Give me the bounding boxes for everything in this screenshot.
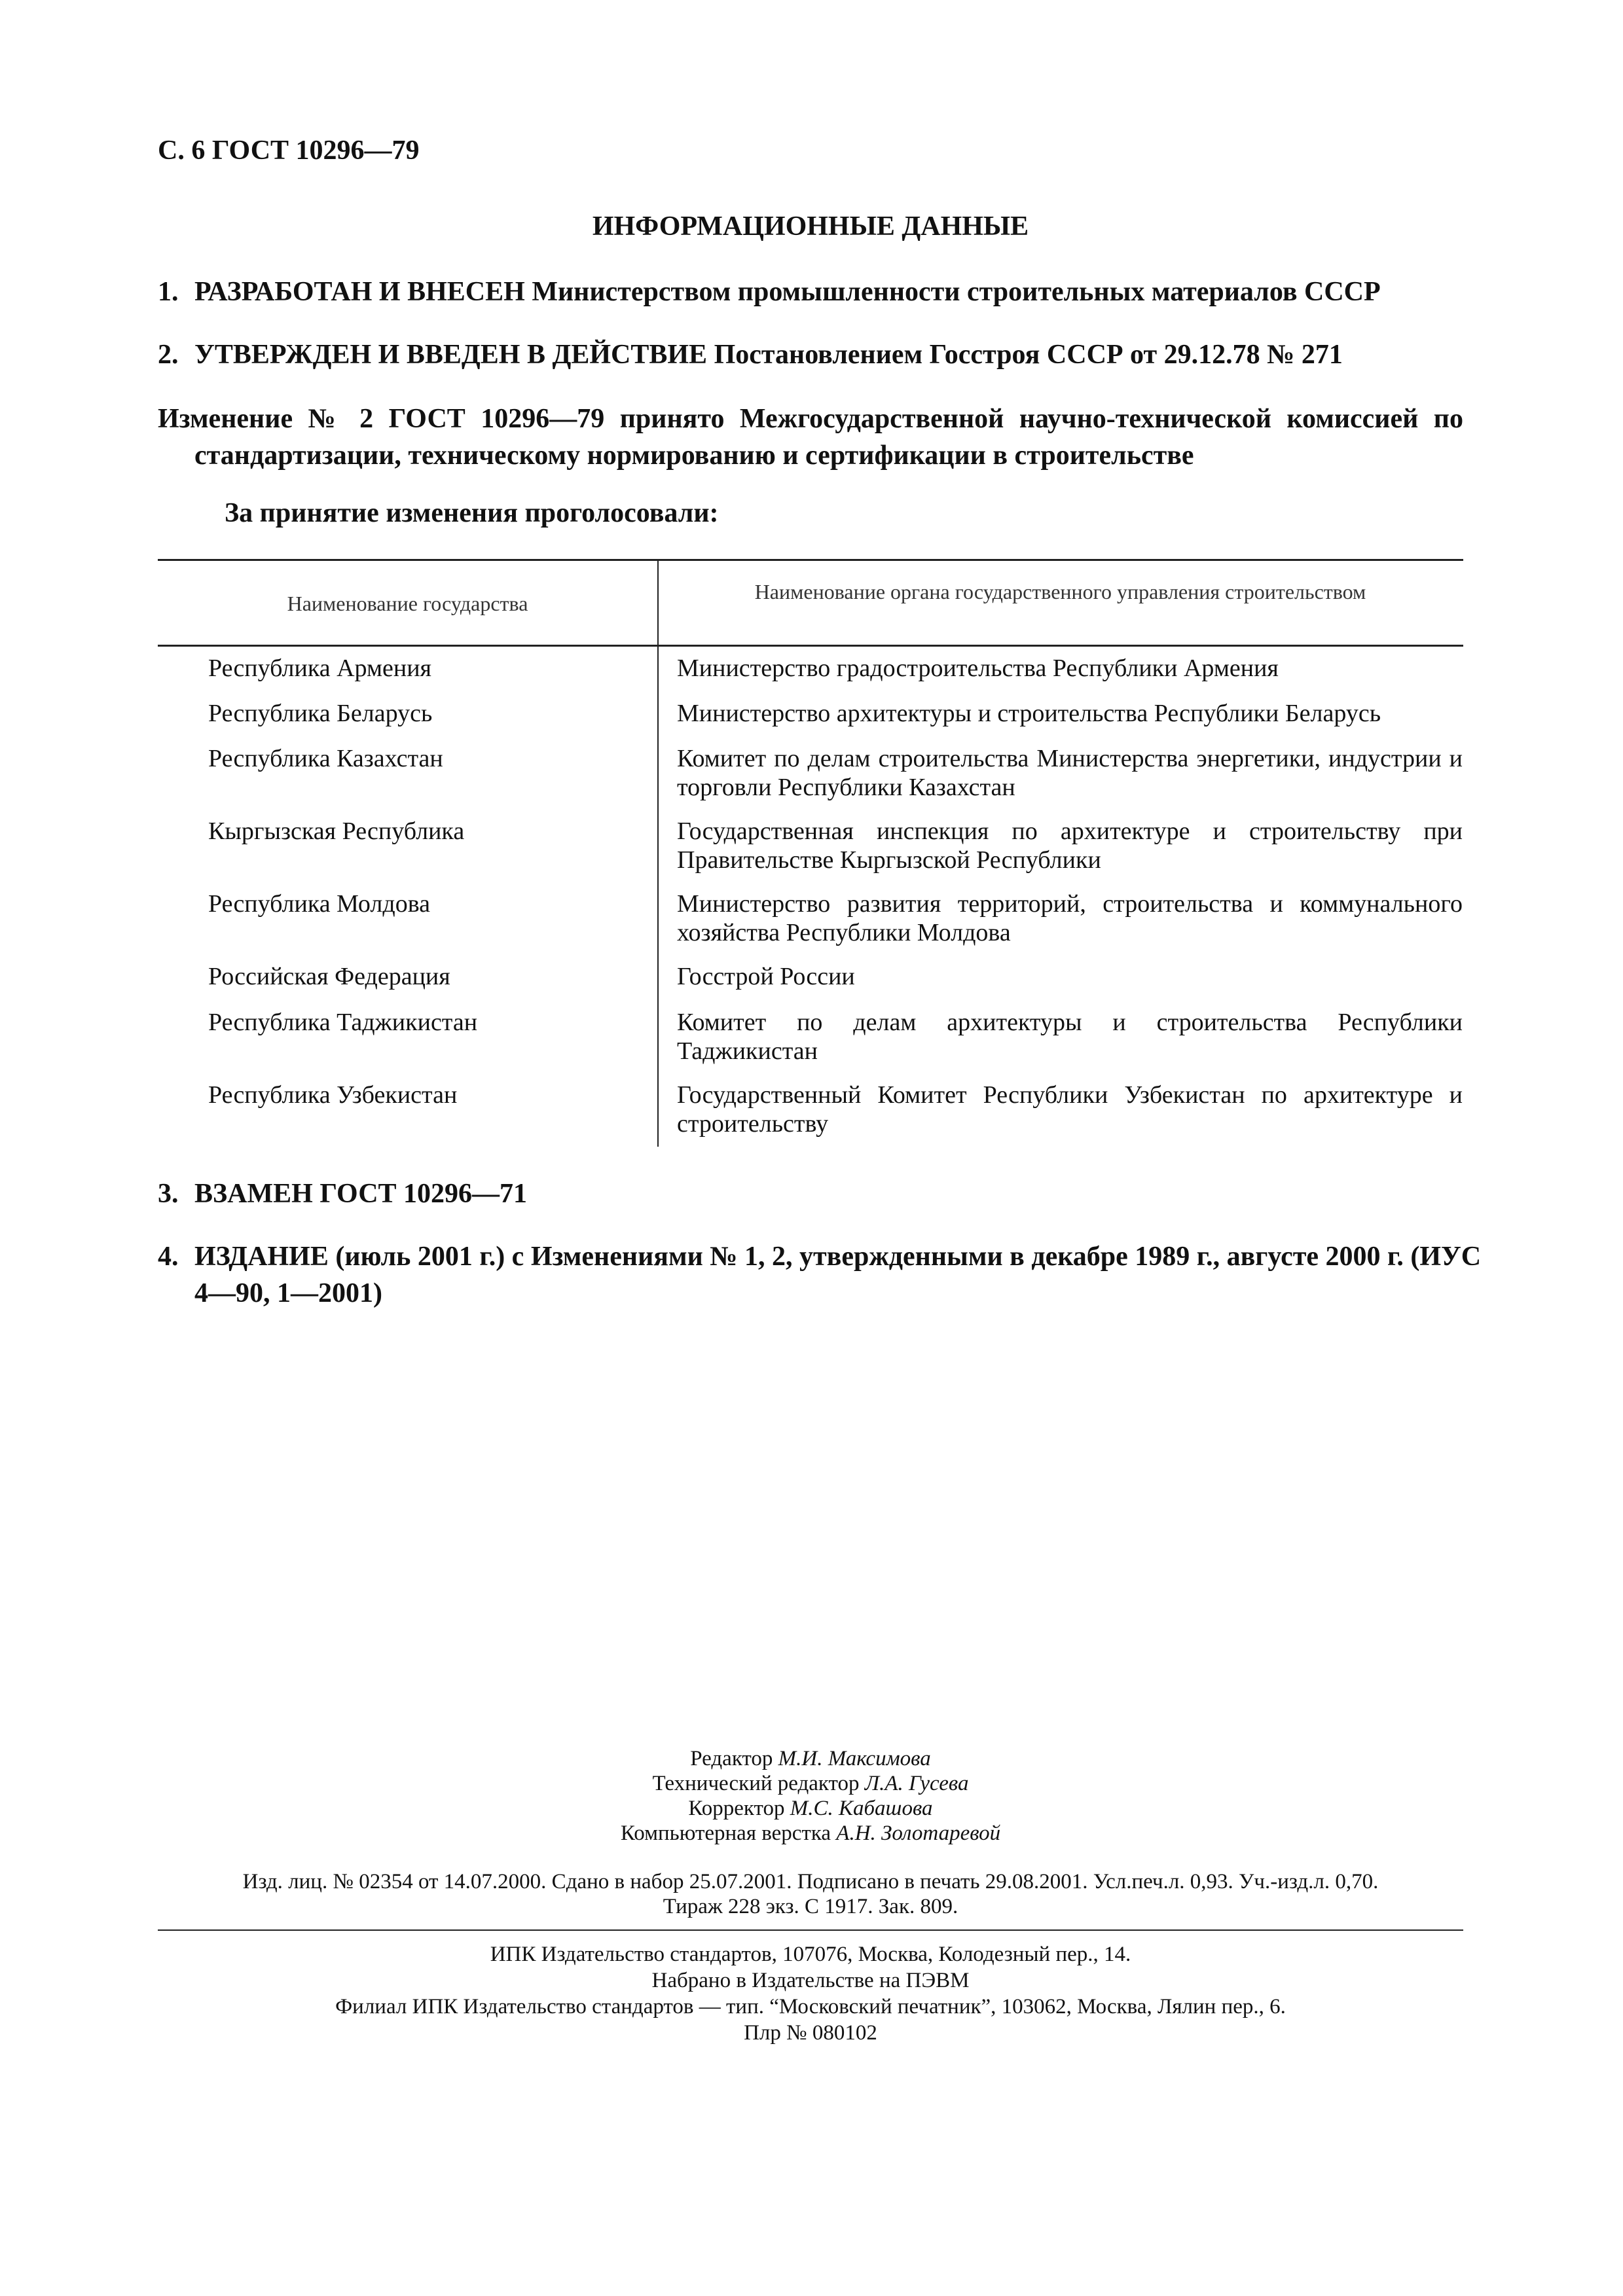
imprint-line-2: Тираж 228 экз. С 1917. Зак. 809. xyxy=(663,1895,958,1918)
footer-rule xyxy=(158,1929,1463,1931)
table-top-rule xyxy=(158,559,1463,561)
table-cell-body: Комитет по делам строительства Министерства энергетики, индустрии и торговли Республики Казахстан xyxy=(677,745,1463,801)
page-header: С. 6 ГОСТ 10296—79 xyxy=(158,135,420,166)
voted-label: За принятие изменения проголосовали: xyxy=(225,498,719,528)
table-cell-state: Кыргызская Республика xyxy=(208,817,465,845)
credit-name: А.Н. Золотаревой xyxy=(836,1821,1001,1845)
item-1 xyxy=(158,274,1463,310)
publisher-line-4: Плр № 080102 xyxy=(744,2021,877,2045)
item-number: 4. xyxy=(158,1242,179,1272)
section-title: ИНФОРМАЦИОННЫЕ ДАННЫЕ xyxy=(592,211,1029,242)
imprint-block xyxy=(158,1869,1463,1919)
table-cell-body: Государственная инспекция по архитектуре и строительству при Правительстве Кыргызской Республики xyxy=(677,817,1463,874)
table-cell-state: Республика Таджикистан xyxy=(208,1009,478,1036)
table-header-state: Наименование государства xyxy=(287,592,528,615)
credit-line xyxy=(158,1746,1463,1771)
table-cell-body: Министерство градостроительства Республики Армения xyxy=(677,655,1279,682)
imprint-line-1: Изд. лиц. № 02354 от 14.07.2000. Сдано в набор 25.07.2001. Подписано в печать 29.08.2001. Усл.печ.л. 0,93. Уч.-изд.л. 0,70. xyxy=(242,1870,1379,1893)
item-number: 1. xyxy=(158,277,179,307)
item-text: ИЗДАНИЕ (июль 2001 г.) с Изменениями № 1, 2, утвержденными в декабре 1989 г., августе 2000 г. (ИУС 4—90, 1—2001) xyxy=(194,1242,1482,1308)
table-cell-state: Российская Федерация xyxy=(208,963,450,990)
credit-role: Технический редактор xyxy=(652,1772,860,1795)
table-cell-state: Республика Армения xyxy=(208,655,432,682)
item-lead: РАЗРАБОТАН И ВНЕСЕН xyxy=(194,277,525,307)
publisher-line-2: Набрано в Издательстве на ПЭВМ xyxy=(651,1969,970,1992)
item-number: 2. xyxy=(158,340,179,370)
table-header-rule xyxy=(158,645,1463,647)
table-cell-state: Республика Беларусь xyxy=(208,700,433,727)
table-cell-body: Комитет по делам архитектуры и строительства Республики Таджикистан xyxy=(677,1009,1463,1065)
item-text: Министерством промышленности строительных материалов СССР xyxy=(524,277,1381,307)
credit-line xyxy=(158,1821,1463,1846)
credit-name: М.С. Кабашова xyxy=(790,1797,933,1820)
publisher-block xyxy=(158,1941,1463,2046)
credit-role: Компьютерная верстка xyxy=(620,1821,831,1845)
table-cell-body: Министерство архитектуры и строительства Республики Беларусь xyxy=(677,700,1381,727)
item-3 xyxy=(158,1175,1463,1212)
table-cell-body: Госстрой России xyxy=(677,963,855,990)
item-text: ВЗАМЕН ГОСТ 10296—71 xyxy=(194,1179,528,1209)
table-cell-state: Республика Казахстан xyxy=(208,745,443,772)
credits-block xyxy=(158,1746,1463,1846)
credit-role: Корректор xyxy=(688,1797,785,1820)
credit-name: Л.А. Гусева xyxy=(864,1772,969,1795)
table-cell-body: Министерство развития территорий, строительства и коммунального хозяйства Республики Молдова xyxy=(677,890,1463,946)
item-4 xyxy=(158,1238,1500,1312)
credit-line xyxy=(158,1796,1463,1821)
table-cell-body: Государственный Комитет Республики Узбекистан по архитектуре и строительству xyxy=(677,1081,1463,1138)
credit-name: М.И. Максимова xyxy=(778,1747,931,1770)
publisher-line-3: Филиал ИПК Издательство стандартов — тип. “Московский печатник”, 103062, Москва, Лялин пер., 6. xyxy=(335,1995,1286,2018)
table-header-body: Наименование органа государственного управления строительством xyxy=(754,580,1366,603)
item-text: Постановлением Госстроя СССР от 29.12.78 № 271 xyxy=(707,340,1343,370)
item-2 xyxy=(158,336,1463,373)
item-lead: УТВЕРЖДЕН И ВВЕДЕН В ДЕЙСТВИЕ xyxy=(194,340,708,370)
table-column-divider xyxy=(657,559,659,1147)
table-cell-state: Республика Узбекистан xyxy=(208,1081,458,1109)
publisher-line-1: ИПК Издательство стандартов, 107076, Москва, Колодезный пер., 14. xyxy=(490,1943,1131,1966)
item-number: 3. xyxy=(158,1179,179,1209)
credit-line xyxy=(158,1771,1463,1796)
table-cell-state: Республика Молдова xyxy=(208,890,431,918)
change-note: Изменение № 2 ГОСТ 10296—79 принято Межгосударственной научно-технической комиссией по стандартизации, техническому нормированию и сертификации в строительстве xyxy=(158,404,1463,471)
credit-role: Редактор xyxy=(690,1747,773,1770)
